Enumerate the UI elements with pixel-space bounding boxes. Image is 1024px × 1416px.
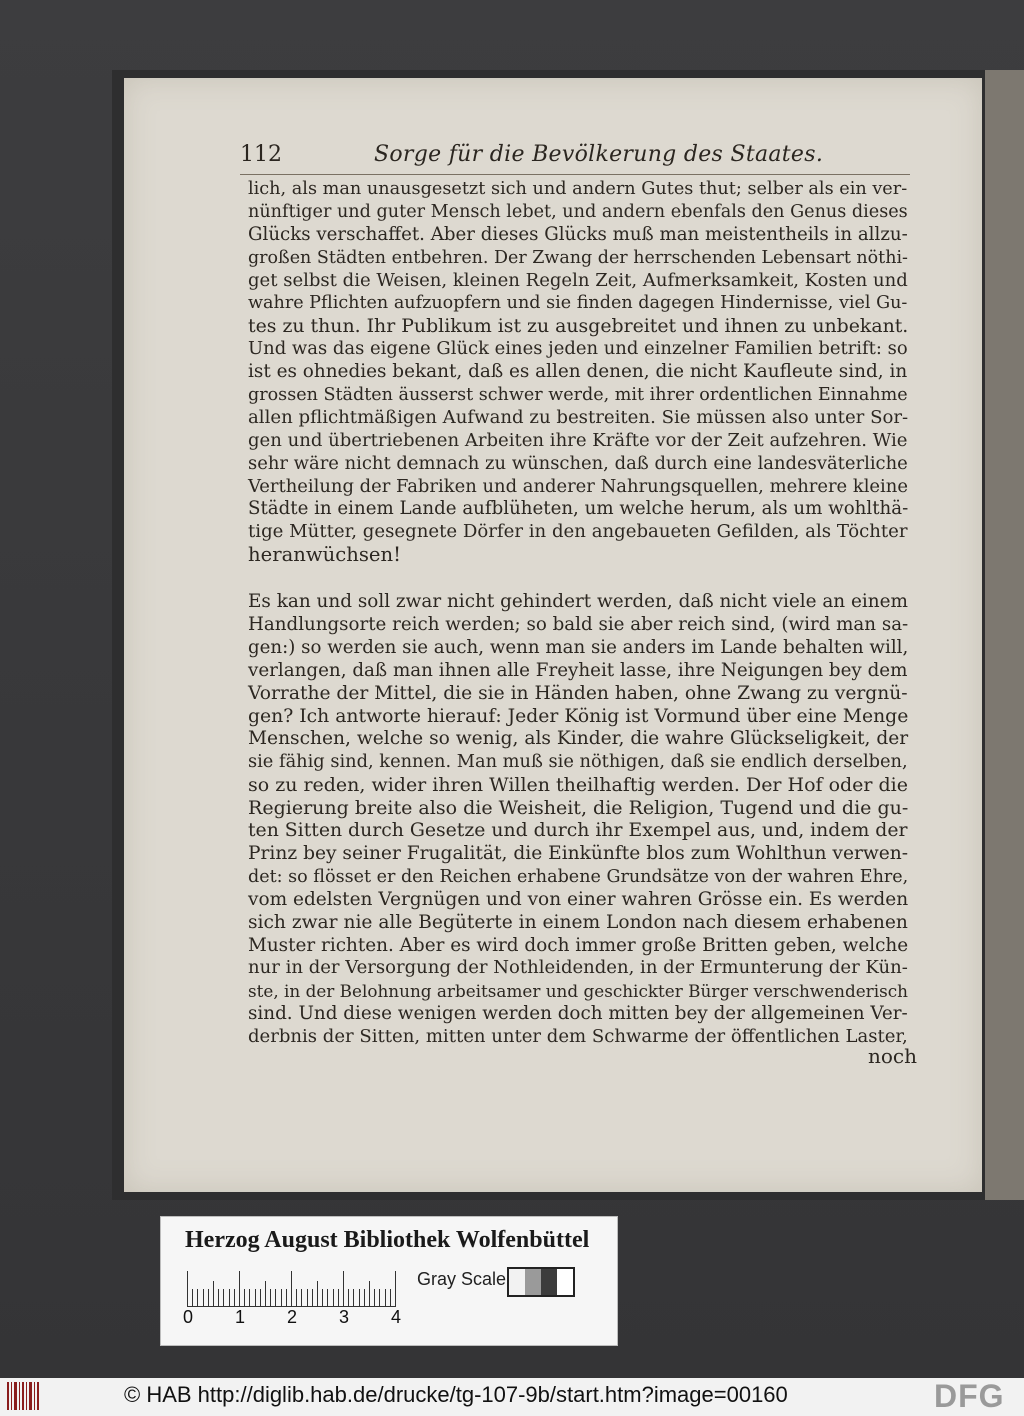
text-line: gen:) so werden sie auch, wenn man sie anders im Lande behalten will, <box>248 636 909 658</box>
scale-number-4: 4 <box>391 1307 402 1327</box>
gray-patch-4 <box>557 1269 573 1295</box>
ruler-tick <box>327 1289 328 1307</box>
ruler-tick <box>244 1289 245 1307</box>
text-line: Regierung breite also die Weisheit, die Religion, Tugend und die gu- <box>248 797 909 820</box>
ruler-tick <box>353 1289 354 1307</box>
ruler-tick <box>270 1289 271 1307</box>
text-line: lich, als man unausgesetzt sich und andern Gutes thut; selber als ein ver- <box>248 179 908 199</box>
gray-patch-3 <box>541 1269 557 1295</box>
ruler-tick <box>338 1289 339 1307</box>
text-line: so zu reden, wider ihren Willen theilhaftig werden. Der Hof oder die <box>248 774 908 797</box>
scale-ruler <box>187 1271 395 1307</box>
gray-patch-1 <box>509 1269 525 1295</box>
text-line: ste, in der Belohnung arbeitsamer und geschickter Bürger verschwenderisch <box>248 981 908 1002</box>
ruler-tick <box>369 1281 370 1307</box>
ruler-tick <box>379 1289 380 1307</box>
library-name: Herzog August Bibliothek Wolfenbüttel <box>185 1227 590 1253</box>
ruler-tick <box>192 1289 193 1307</box>
text-line: ten Sitten durch Gesetze und durch ihr Exempel aus, und, indem der <box>248 820 908 842</box>
ruler-tick <box>286 1289 287 1307</box>
gray-patch-2 <box>525 1269 541 1295</box>
ruler-tick <box>187 1271 188 1307</box>
ruler-tick <box>374 1289 375 1307</box>
ruler-tick <box>249 1289 250 1307</box>
body-text <box>248 178 908 1049</box>
text-line: sehr wäre nicht demnach zu wünschen, daß durch eine landesväterliche <box>248 452 908 474</box>
text-line: gen und übertriebenen Arbeiten ihre Kräfte vor der Zeit aufzehren. Wie <box>248 429 908 451</box>
ruler-tick <box>312 1289 313 1307</box>
catchword: noch <box>868 1044 918 1068</box>
ruler-tick <box>322 1289 323 1307</box>
scale-number-2: 2 <box>287 1307 298 1327</box>
text-line: Glücks verschaffet. Aber dieses Glücks muß man meistentheils in allzu- <box>248 223 908 245</box>
dfg-logo: DFG <box>934 1378 1005 1414</box>
ruler-tick <box>234 1289 235 1307</box>
ruler-tick <box>364 1289 365 1307</box>
text-line: nünftiger und guter Mensch lebet, und andern ebenfals den Genus dieses <box>248 201 908 222</box>
ruler-tick <box>213 1281 214 1307</box>
running-title: Sorge für die Bevölkerung des Staates. <box>374 142 824 167</box>
text-line: wahre Pflichten aufzuopfern und sie finden dagegen Hindernisse, viel Gu- <box>248 293 908 314</box>
text-line: Und was das eigene Glück eines jeden und einzelner Familien betrift: so <box>248 338 908 360</box>
grayscale-card <box>160 1216 618 1346</box>
text-line: sind. Und diese wenigen werden doch mitten bey der allgemeinen Ver- <box>248 1003 908 1025</box>
ruler-tick <box>229 1289 230 1307</box>
ruler-tick <box>218 1289 219 1307</box>
text-line: Handlungsorte reich werden; so bald sie aber reich sind, (wird man sa- <box>248 614 909 636</box>
text-line: Prinz bey seiner Frugalität, die Einkünfte blos zum Wohlthun verwen- <box>248 842 909 864</box>
ruler-tick <box>301 1289 302 1307</box>
ruler-tick <box>348 1289 349 1307</box>
ruler-tick <box>385 1289 386 1307</box>
ruler-tick <box>203 1289 204 1307</box>
text-line: Städte in einem Lande aufblüheten, um welche herum, als um wohlthä- <box>248 498 909 520</box>
page-header <box>240 140 910 175</box>
ruler-tick <box>390 1289 391 1307</box>
ruler-tick <box>395 1271 396 1307</box>
ruler-tick <box>255 1289 256 1307</box>
ruler-tick <box>223 1289 224 1307</box>
source-link[interactable]: © HAB http://diglib.hab.de/drucke/tg-107-9b/start.htm?image=00160 <box>124 1382 788 1407</box>
paragraph-1 <box>248 178 908 567</box>
ruler-tick <box>281 1289 282 1307</box>
scale-number-1: 1 <box>235 1307 246 1327</box>
scale-number-0: 0 <box>183 1307 194 1327</box>
ruler-tick <box>208 1289 209 1307</box>
text-line: ist es ohnedies bekant, daß es allen denen, die nicht Kaufleute sind, in <box>248 361 908 383</box>
text-line: grossen Städten äusserst schwer werde, mit ihrer ordentlichen Einnahme <box>248 385 908 406</box>
text-line: Muster richten. Aber es wird doch immer große Britten geben, welche <box>248 934 909 956</box>
text-line: tes zu thun. Ihr Publikum ist zu ausgebreitet und ihnen zu unbekant. <box>248 315 909 338</box>
ruler-tick <box>333 1289 334 1307</box>
text-line: get selbst die Weisen, kleinen Regeln Zeit, Aufmerksamkeit, Kosten und <box>248 269 908 291</box>
ruler-tick <box>291 1271 292 1307</box>
text-line: allen pflichtmäßigen Aufwand zu bestreiten. Sie müssen also unter Sor- <box>248 406 909 428</box>
text-line: gen? Ich antworte hierauf: Jeder König ist Vormund über eine Menge <box>248 705 909 727</box>
text-line: vom edelsten Vergnügen und von einer wahren Grösse ein. Es werden <box>248 888 909 910</box>
text-line: sich zwar nie alle Begüterte in einem London nach diesem erhabenen <box>248 911 908 933</box>
text-line: Menschen, welche so wenig, als Kinder, die wahre Glückseligkeit, der <box>248 728 909 750</box>
text-line: verlangen, daß man ihnen alle Freyheit lasse, ihre Neigungen bey dem <box>248 659 908 681</box>
ruler-tick <box>317 1281 318 1307</box>
ruler-tick <box>275 1289 276 1307</box>
text-line: Vertheilung der Fabriken und anderer Nahrungsquellen, mehrere kleine <box>248 475 908 497</box>
text-line: nur in der Versorgung der Nothleidenden, in der Ermunterung der Kün- <box>248 957 908 979</box>
gray-scale-label: Gray Scale <box>417 1269 507 1289</box>
text-line: det: so flösset er den Reichen erhabene Grundsätze von der wahren Ehre, <box>248 866 909 887</box>
ruler-tick <box>307 1289 308 1307</box>
ruler-tick <box>359 1289 360 1307</box>
ruler-tick <box>260 1289 261 1307</box>
ruler-tick <box>296 1289 297 1307</box>
barcode-icon <box>6 1380 42 1412</box>
ruler-tick <box>197 1289 198 1307</box>
paragraph-2 <box>248 591 908 1049</box>
ruler-tick <box>239 1271 240 1307</box>
text-line: großen Städten entbehren. Der Zwang der herrschenden Lebensart nöthi- <box>248 247 908 268</box>
text-line: derbnis der Sitten, mitten unter dem Schwarme der öffentlichen Laster, <box>248 1026 908 1048</box>
text-line: heranwüchsen! <box>248 543 402 567</box>
text-line: Vorrathe der Mittel, die sie in Händen haben, ohne Zwang zu vergnü- <box>248 682 908 704</box>
text-line: Es kan und soll zwar nicht gehindert werden, daß nicht viele an einem <box>248 591 908 613</box>
ruler-tick <box>265 1281 266 1307</box>
text-line: tige Mütter, gesegnete Dörfer in den angebaueten Gefilden, als Töchter <box>248 521 908 543</box>
text-line: sie fähig sind, kennen. Man muß sie nöthigen, daß sie endlich derselben, <box>248 751 908 773</box>
gray-patches <box>507 1267 575 1297</box>
paragraph-gap <box>248 567 908 591</box>
ruler-tick <box>343 1271 344 1307</box>
page-number: 112 <box>240 142 282 167</box>
adjacent-page-edge <box>985 70 1024 1200</box>
scale-number-3: 3 <box>339 1307 350 1327</box>
